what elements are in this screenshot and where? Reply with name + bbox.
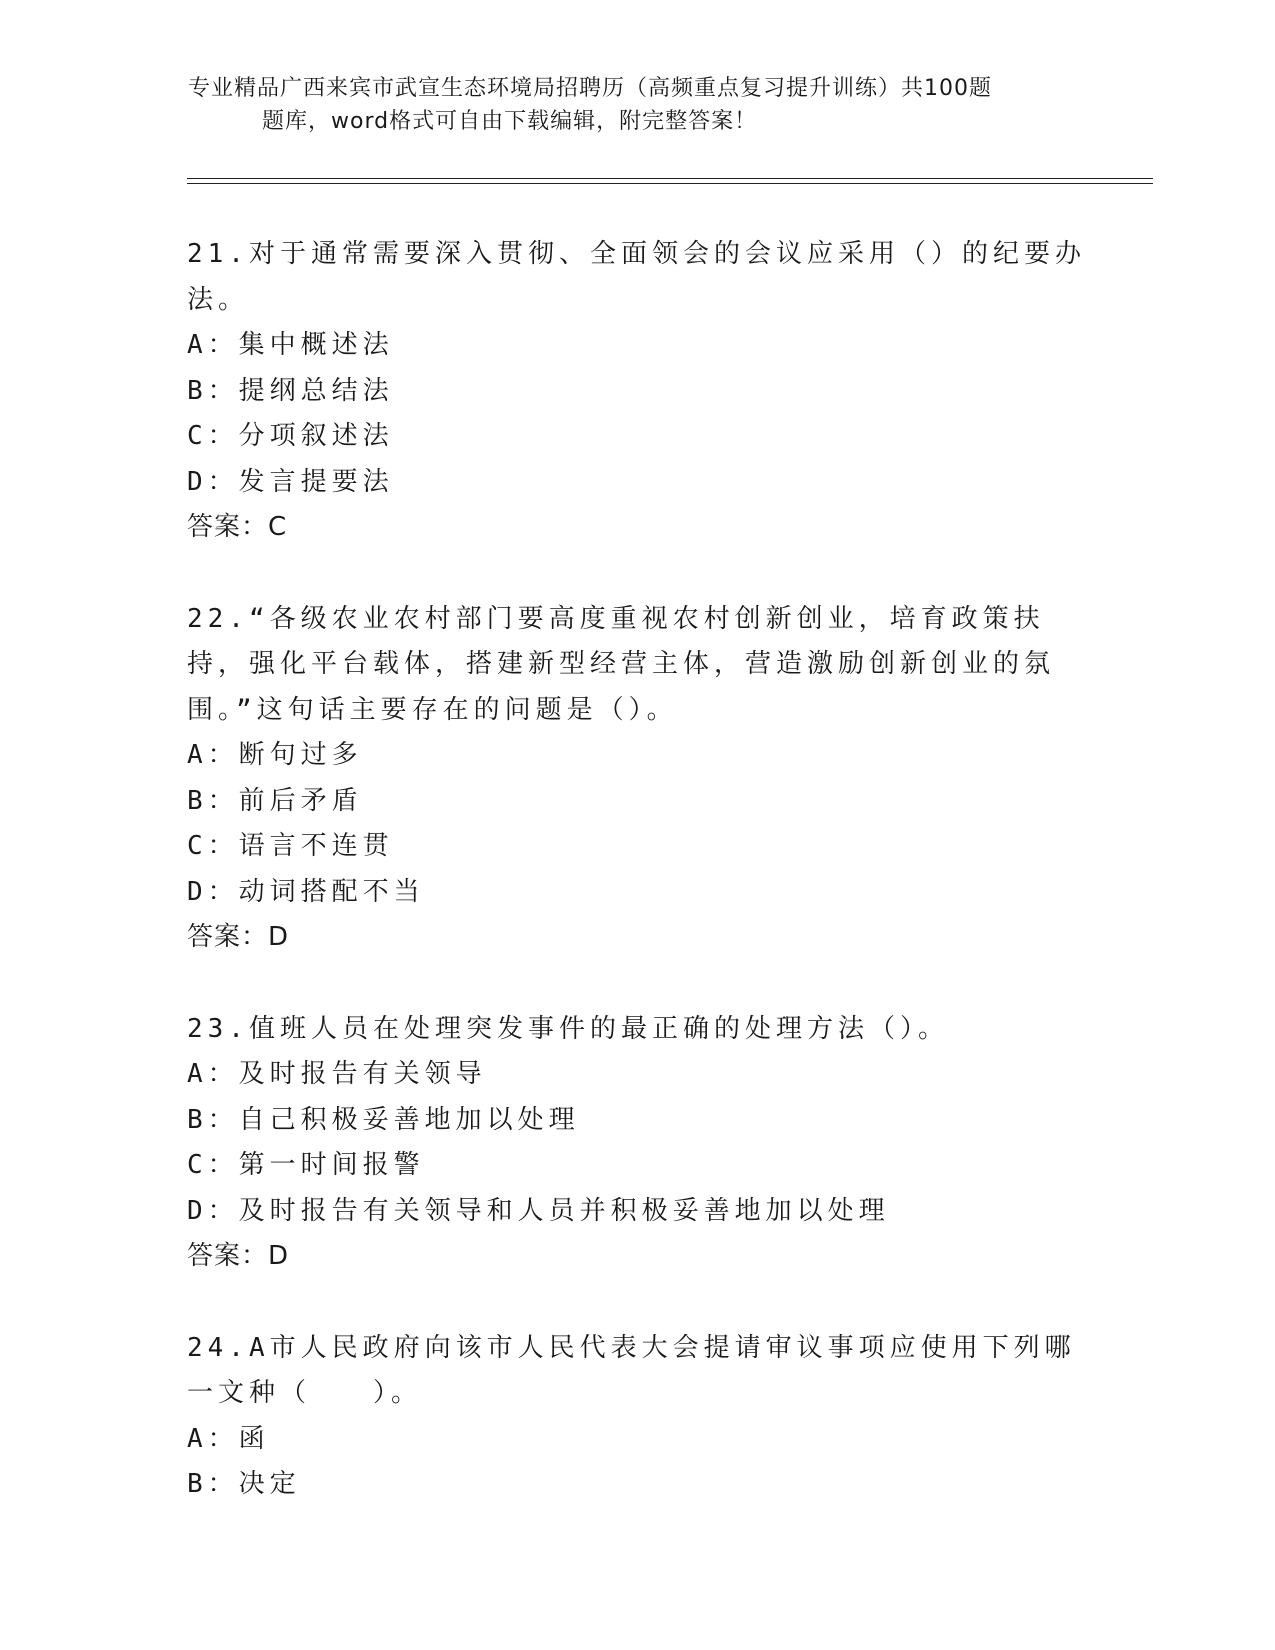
option-a: A：函 — [187, 1423, 270, 1454]
option-c: C：语言不连贯 — [187, 831, 394, 861]
answer-label: 答案：D — [187, 922, 290, 952]
document-header — [188, 72, 1068, 138]
question-item-23 — [187, 1007, 1087, 1280]
option-b: B：决定 — [187, 1469, 301, 1499]
option-a: A：集中概述法 — [187, 330, 394, 360]
header-title-line2: 题库，word格式可自由下载编辑，附完整答案！ — [262, 109, 758, 134]
question-text: 22.“各级农业农村部门要高度重视农村创新创业，培育政策扶持，强化平台载体，搭建新型经营主体，营造激励创新创业的氛围。”这句话主要存在的问题是（）。 — [187, 603, 1056, 725]
option-d: D：及时报告有关领导和人员并积极妥善地加以处理 — [187, 1195, 890, 1226]
option-d: D：动词搭配不当 — [187, 876, 425, 907]
option-b: B：提纲总结法 — [187, 375, 394, 406]
question-item-24 — [187, 1326, 1087, 1508]
header-divider-top — [187, 178, 1153, 179]
option-c: C：分项叙述法 — [187, 421, 394, 451]
answer-label: 答案：D — [187, 1241, 290, 1271]
option-c: C：第一时间报警 — [187, 1150, 425, 1180]
option-b: B：前后矛盾 — [187, 785, 363, 816]
question-item-21 — [187, 232, 1087, 551]
question-text: 24.A市人民政府向该市人民代表大会提请审议事项应使用下列哪一文种（ ）。 — [187, 1332, 1076, 1408]
question-item-22 — [187, 597, 1087, 961]
question-list — [187, 232, 1087, 1554]
option-b: B：自己积极妥善地加以处理 — [187, 1104, 580, 1135]
question-text: 23.值班人员在处理突发事件的最正确的处理方法（）。 — [187, 1013, 949, 1044]
header-title-line1: 专业精品广西来宾市武宣生态环境局招聘历（高频重点复习提升训练）共100题 — [188, 76, 992, 101]
option-a: A：断句过多 — [187, 740, 363, 770]
option-a: A：及时报告有关领导 — [187, 1059, 487, 1089]
header-divider-bottom — [187, 183, 1153, 184]
answer-label: 答案：C — [187, 512, 288, 542]
question-text: 21.对于通常需要深入贯彻、全面领会的会议应采用（）的纪要办法。 — [187, 239, 1086, 315]
option-d: D：发言提要法 — [187, 466, 394, 497]
